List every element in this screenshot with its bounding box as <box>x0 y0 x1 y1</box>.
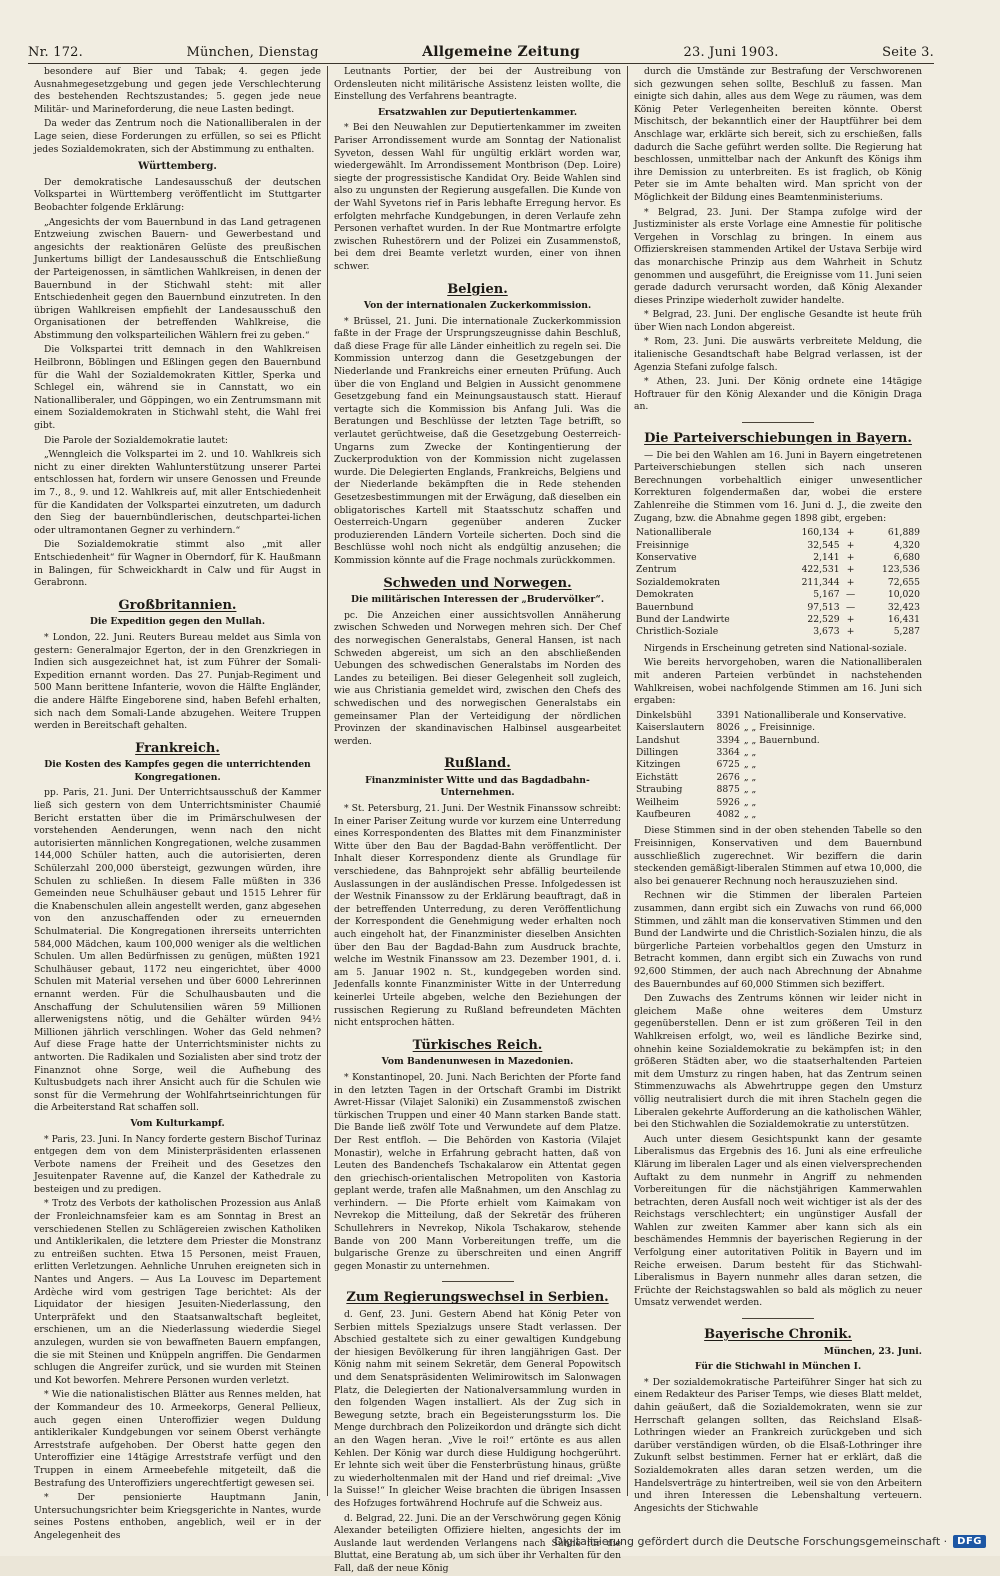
table-row <box>634 602 922 614</box>
paragraph: * Paris, 23. Juni. In Nancy forderte gestern Bischof Turinaz entgegen dem von dem Ministerpräsidenten erlassenen Verbote namens der Freiheit und des Gesetzes den Jesuitenpater Ravenne auf, die Kanzel der Kathedrale zu besteigen und zu predigen. <box>34 1133 321 1195</box>
district-votes: 3364 <box>716 747 740 759</box>
column-left <box>28 66 328 1541</box>
table-row <box>634 797 922 809</box>
vote-change: 4,320 <box>893 539 920 551</box>
place-and-day: München, Dienstag <box>186 45 319 60</box>
paragraph: d. Belgrad, 22. Juni. Die an der Verschwörung gegen König Alexander beteiligten Offiziere hielten, angesichts der im Auslande laut werdenden Verlangens nach Sühne für die Bluttat, eine Beratung ab, um sich über ihr Verhalten für den Fall, daß der neue König <box>334 1512 621 1574</box>
vote-change: 10,020 <box>887 589 920 601</box>
vote-change: 32,423 <box>887 601 920 613</box>
table-row <box>634 809 922 821</box>
header-rule <box>28 63 934 64</box>
paragraph: Auch unter diesem Gesichtspunkt kann der gesamte Liberalismus das Ergebnis des 16. Juni als eine erfreuliche Klärung im liberalen Lager und als einen vielversprechenden Auftakt zu dem nunmehr in Angriff zu nehmenden Vorbereitungen für die nächstjährigen Kammerwahlen betrachten, deren Ausfall noch weit wichtiger ist als der des Reichstags verschlechtert; ein ungünstiger Ausfall der Wahlen zur zweiten Kammer aber kann sich als ein beschämendes Hemmnis der bayerischen Regierung in der Verfolgung einer autoritativen Politik in Bayern und im Reiche erweisen. Darum besteht für das Stichwahl-Liberalismus in Bayern nunmehr alles daran setzen, die Früchte der Reichstagswahlen so bald als möglich zu neuer Umsatz verwendet werden. <box>634 1133 922 1309</box>
district-votes: 6725 <box>716 759 740 771</box>
district-name: Eichstätt <box>636 771 678 783</box>
party-name: Bund der Landwirte <box>636 614 730 626</box>
paragraph: Die Volkspartei tritt demnach in den Wahlkreisen Heilbronn, Böblingen und Eßlingen gegen den Bauernbund für die Wahl der Sozialdemokraten Kittler, Sperka und Schlegel ein, während sie in Cannstatt, wo ein Nationalliberaler, und Göppingen, wo ein Zentrumsmann mit einem Sozialdemokraten in Stichwahl steht, die Wahl frei gibt. <box>34 344 321 432</box>
subheading: Finanzminister Witte und das Bagdadbahn-Unternehmen. <box>365 774 590 799</box>
paragraph: * Belgrad, 23. Juni. Der Stampa zufolge wird der Justizminister als erste Vorlage eine Amnestie für politische Vergehen in Vorschlag zu bringen. In einem aus Offizierskreisen stammenden Artikel der Ustava Serbije wird das monarchische Prinzip aus dem Wahrheit in Schutz genommen und ausgeführt, die Ereignisse vom 11. Juni seien gerade dadurch verursacht worden, daß König Alexander dieses Prinzipe wiederholt zuwider handelte. <box>634 206 922 306</box>
change-sign: + <box>846 527 855 539</box>
dfg-logo: DFG <box>953 1535 986 1548</box>
subheading: Vom Kulturkampf. <box>130 1117 225 1129</box>
paragraph: Den Zuwachs des Zentrums können wir leider nicht in gleichem Maße ohne weiteres dem Umsturz gegenüberstellen. Denn er ist zum größeren Teil in den Wahlkreisen erfolgt, wo, weil es ländliche Bezirke sind, ohnehin keine Sozialdemokratie zu bekämpfen ist; in den größeren Städten aber, wo die staatserhaltenden Parteien mit dem Umsturz zu ringen haben, hat das Zentrum seinen Stimmenzuwachs als Abwehrtruppe gegen den Umsturz völlig neutralisiert durch die mit ihren Stacheln gegen die Liberalen gekehrte Aufforderung an die katholischen Wähler, bei den Stichwahlen die Sozialdemokratie zu unterstützen. <box>634 993 922 1131</box>
issue-number: Nr. 172. <box>28 45 83 60</box>
paragraph: * Brüssel, 21. Juni. Die internationale Zuckerkommission faßte in der Frage der Ursprungszeugnisse dahin Beschluß, daß diese Frage für alle Länder einheitlich zu regeln sei. Die Kommission unterzog dann die Gesetzgebungen der Niederlande und Frankreichs einer erneuten Prüfung. Auch über die von England und Belgien in Aussicht genommene Gesetzgebung fand ein Meinungsaustausch statt. Hierauf vertagte sich die Kommission bis Anfang Juli. Was die Beratungen und Beschlüsse der letzten Tage betrifft, so verlautet gerüchtweise, daß die Gesetzgebung Oesterreich-Ungarns zum Zwecke der Kontingentierung der Zuckerproduktion von der Kommission nicht zugelassen wurde. Die Delegierten Englands, Frankreichs, Belgiens und der Niederlande bekämpften die in Rede stehenden Gesetzesbestimmungen mit der Erwägung, daß dieselben ein obligatorisches Kartell mit Staatsschutz schaffen und Oesterreich-Ungarn gegenüber anderen Zucker produzierenden Ländern Vorteile sicherten. Doch sind die Beschlüsse wohl noch nicht als endgültig anzusehen; die Kommission könnte auf die Frage nochmals zurückkommen. <box>334 315 621 566</box>
page-footer <box>554 1535 986 1548</box>
paragraph: „Wenngleich die Volkspartei im 2. und 10. Wahlkreis sich nicht zu einer direkten Wahlunterstützung unserer Partei entschlossen hat, fordern wir unsere Genossen und Freunde im 7., 8., 9. und 12. Wahlkreis auf, mit aller Entschiedenheit für die Kandidaten der Volkspartei einzutreten, um dadurch den Sieg der bauernbündlerischen, deutschpartei-lichen oder ultramontanen Gegner zu verhindern.“ <box>34 449 321 536</box>
funding-credit: Digitalisierung gefördert durch die Deutsche Forschungsgemeinschaft · <box>554 1535 948 1548</box>
vote-change: 61,889 <box>887 527 920 539</box>
paragraph: * Wie die nationalistischen Blätter aus Rennes melden, hat der Kommandeur des 10. Armeekorps, General Pellieux, auch gegen einen Unteroffizier wegen Duldung antiklerikaler Kundgebungen vor seinem Oberst verhängte Arreststrafe aufgehoben. Der Oberst hatte gegen den Unteroffizier eine 14tägige Arreststrafe verfügt und den Truppen in einem Armeebefehle mitgeteilt, daß die Bestrafung des Unteroffiziers ungerechtfertigt gewesen sei. <box>34 1389 321 1489</box>
subheading: Vom Bandenunwesen in Mazedonien. <box>381 1056 574 1068</box>
vote-change: 5,287 <box>893 626 920 638</box>
paragraph: „Angesichts der vom Bauernbund in das Land getragenen Entzweiung zwischen Bauern- und Gewerbestand und angesichts der reaktionären Gelüste des preußischen Junkertums billigt der Landesausschuß die Entschließung der Parteigenossen, in sämtlichen Wahlkreisen, in denen der Bauernbund in der Stichwahl steht: mit aller Entschiedenheit gegen den Bauernbund einzutreten. In den übrigen Wahlkreisen empfiehlt der Landesausschuß den Organisationen der betreffenden Wahlkreise, die Abstimmung den volksparteilichen Wählern frei zu geben.“ <box>34 216 321 341</box>
paragraph: Der demokratische Landesausschuß der deutschen Volkspartei in Württemberg veröffentlicht im Stuttgarter Beobachter folgende Erklärung: <box>34 176 321 213</box>
table-row <box>634 540 922 552</box>
district-name: Landshut <box>636 734 680 746</box>
subheading: Die militärischen Interessen der „Brudervölker“. <box>350 594 605 606</box>
district-votes-table <box>634 710 922 822</box>
vote-count: 3,673 <box>813 626 840 638</box>
change-sign: + <box>846 576 855 588</box>
subheading: Von der internationalen Zuckerkommission. <box>363 300 592 312</box>
vote-count: 97,513 <box>807 601 840 613</box>
alliance-note: „ „ <box>743 809 757 821</box>
table-row <box>634 626 922 638</box>
table-row <box>634 552 922 564</box>
table-row <box>634 564 922 576</box>
party-name: Sozialdemokraten <box>636 576 721 588</box>
section-heading-serbien: Zum Regierungswechsel in Serbien. <box>346 1290 609 1306</box>
vote-change: 123,536 <box>882 564 920 576</box>
paragraph: * St. Petersburg, 21. Juni. Der Westnik Finanssow schreibt: In einer Pariser Zeitung wurde vor kurzem eine Unterredung eines Korrespondenten des Blattes mit dem Finanzminister Witte über den Bau der Bagdad-Bahn veröffentlicht. Der Inhalt dieser Korrespondenz diente als Grundlage für verschiedene, das Bahnprojekt sehr abfällig beurteilende Auslassungen in der ausländischen Presse. Infolgedessen ist der Westnik Finanssow zu der Erklärung beauftragt, daß in der betreffenden Unterredung, zu deren Veröffentlichung der Korrespondent die Genehmigung weder erhalten noch auch eingeholt hat, der Finanzminister dieselben Ansichten über den Bau der Bagdad-Bahn zum Ausdruck brachte, welche im Westnik Finanssow am 23. Dezember 1901, d. i. am 5. Januar 1902 n. St., kundgegeben worden sind. Jedenfalls konnte Finanzminister Witte in der Unterredung keinerlei Urteile abgeben, welche den Beziehungen der russischen Regierung zu Rußland befreundeten Mächten nicht entsprochen hätten. <box>334 803 621 1029</box>
alliance-note: „ „ Bauernbund. <box>743 734 820 746</box>
section-heading-frankreich: Frankreich. <box>135 740 220 756</box>
paragraph: besondere auf Bier und Tabak; 4. gegen jede Ausnahmegesetzgebung und gegen jede Verschlechterung des bestehenden Rechtszustandes; 5. gegen jede neue Militär- und Marineforderung, die neue Lasten bedingt. <box>34 66 321 115</box>
table-row <box>634 722 922 734</box>
district-votes: 3391 <box>716 709 740 721</box>
section-separator <box>742 422 814 423</box>
vote-count: 22,529 <box>807 614 840 626</box>
change-sign: + <box>846 539 855 551</box>
vote-count: 2,141 <box>813 552 840 563</box>
alliance-note: „ „ <box>743 771 757 783</box>
paragraph: Wie bereits hervorgehoben, waren die Nationalliberalen mit anderen Parteien verbündet in nachstehenden Wahlkreisen, wobei nachfolgende Stimmen am 16. Juni sich ergaben: <box>634 657 922 707</box>
district-votes: 8026 <box>716 722 740 734</box>
paragraph: d. Genf, 23. Juni. Gestern Abend hat König Peter von Serbien mittels Spezialzugs unsere Stadt verlassen. Der Abschied gestaltete sich zu einer gewaltigen Kundgebung der hiesigen Bevölkerung für ihren langjährigen Gast. Der König nahm mit seinem Sekretär, dem General Popowitsch und dem Senatspräsidenten Welimirowitsch im Salonwagen Platz, die Delegierten der Nationalversammlung wurden in den folgenden Wagen installiert. Als der Zug sich in Bewegung setzte, brach ein Begeisterungssturm los. Die Menge durchbrach den Polizeikordon und drängte sich dicht an den Wagen heran. „Vive le roi!“ ertönte es aus allen Kehlen. Der König war durch diese Huldigung hochgerührt. Er lehnte sich weit über die Fensterbrüstung hinaus, grüßte zu wiederholtenmalen mit der Hand und rief dreimal: „Vive la Suisse!“ In gleicher Weise brachten die übrigen Insassen des Hofzuges fortwährend Hochrufe auf die Schweiz aus. <box>334 1309 621 1509</box>
party-name: Christlich-Soziale <box>636 626 719 638</box>
paragraph: * Konstantinopel, 20. Juni. Nach Berichten der Pforte fand in den letzten Tagen in der Ortschaft Grambi im Distrikt Awret-Hissar (Vilajet Saloniki) ein Zusammenstoß zwischen türkischen Truppen und einer 40 Mann starken Bande statt. Die Bande ließ zwölf Tote und Verwundete auf dem Platze. Der Rest entfloh. — Die Behörden von Kastoria (Vilajet Monastir), welche in Erfahrung gebracht hatten, daß von Leuten des Bandenchefs Tschakalarow ein Attentat gegen den griechisch-orientalischen Metropoliten von Kastoria geplant werde, trafen alle Maßnahmen, um den Anschlag zu verhindern. — Die Pforte erhielt vom Kaimakam von Nevrekop die Mitteilung, daß der Sekretär des früheren Schullehrers in Nevrekop, Nikola Tschakarow, stehende Bande von 200 Mann Vorbereitungen treffe, um die bulgarische Grenze zu überschreiten und einen Angriff gegen Monastir zu unternehmen. <box>334 1071 621 1272</box>
vote-count: 211,344 <box>801 576 840 588</box>
change-sign: — <box>845 601 856 613</box>
district-votes: 3394 <box>716 734 740 746</box>
district-name: Dillingen <box>636 747 679 759</box>
paragraph: — Die bei den Wahlen am 16. Juni in Bayern eingetretenen Parteiverschiebungen stellen sich nach unseren Berechnungen vorbehaltlich einiger unwesentlicher Korrekturen folgendermaßen dar, wobei die erstere Zahlenreihe die Stimmen vom 16. Juni d. J., die zweite den Zugang, bzw. die Abnahme gegen 1898 gibt, ergeben: <box>634 449 922 524</box>
party-name: Nationalliberale <box>636 527 712 539</box>
party-votes-table <box>634 527 922 639</box>
issue-date: 23. Juni 1903. <box>683 45 779 60</box>
vote-count: 160,134 <box>801 527 840 539</box>
paragraph: * Athen, 23. Juni. Der König ordnete eine 14tägige Hoftrauer für den König Alexander und die Königin Draga an. <box>634 376 922 413</box>
party-name: Zentrum <box>636 564 677 576</box>
district-name: Straubing <box>636 784 683 796</box>
change-sign: + <box>846 552 855 563</box>
district-votes: 2676 <box>716 771 740 783</box>
paragraph: * London, 22. Juni. Reuters Bureau meldet aus Simla von gestern: Generalmajor Egerton, der in den Grenzkriegen in Indien sich ausgezeichnet hat, ist zum Führer der Somali-Expedition ernannt worden. Das 27. Punjab-Regiment und 500 Mann berittene Infanterie, wovon die Hälfte Engländer, die andere Hälfte Eingeborene sind, haben Befehl erhalten, sich nach dem Somali-Lande abzugehen. Weitere Truppen werden in Bereitschaft gehalten. <box>34 631 321 732</box>
paragraph: durch die Umstände zur Bestrafung der Verschworenen sich gezwungen sehen sollte, Beschluß zu fassen. Man einigte sich dahin, alles aus dem Wege zu räumen, was dem König Peter Verlegenheiten bereiten könnte. Oberst Mischitsch, der bekanntlich einer der Hauptführer bei dem Anschlage war, erklärte sich bereit, sich zu erschießen, falls dadurch die Sache geführt werden sollte. Die Regierung hat beschlossen, unmittelbar nach der Ankunft des Königs ihm ihre Demission zu unterbreiten. Es ist fraglich, ob König Peter sie im Amte behalten wird. Man spricht von der Möglichkeit der Bildung eines Beamtenministeriums. <box>634 66 922 203</box>
table-row <box>634 747 922 759</box>
paragraph: * Trotz des Verbots der katholischen Prozession aus Anlaß der Fronleichnamsfeier kam es am Sonntag in Brest an verschiedenen Stellen zu Schlägereien zwischen Katholiken und Antiklerikalen, die letztere dem Priester die Monstranz zu entreißen suchten. Etwa 15 Personen, meist Frauen, erlitten Verletzungen. Aehnliche Unruhen ereigneten sich in Nantes und Angers. — Aus La Louvesc im Departement Ardèche wird vom gestrigen Tage berichtet: Als der Liquidator der hiesigen Jesuiten-Niederlassung, den Unterpräfekt und den Staatsanwaltschaft begleitet, erschienen, um an die Niederlassung wiederdie Siegel anzulegen, wurden sie von bewaffneten Bauern empfangen, die sie mit Steinen und Knüppeln angriffen. Die Gendarmen schlugen die Angreifer zurück, und sie wurden mit Steinen und Kot beworfen. Mehrere Personen wurden verletzt. <box>34 1198 321 1386</box>
paragraph: Rechnen wir die Stimmen der liberalen Parteien zusammen, dann ergibt sich ein Zuwachs von rund 66,000 Stimmen, und zählt man die konservativen Stimmen und den Bund der Landwirte und die Christlich-Sozialen hinzu, die als bürgerliche Parteien vorbehaltlos gegen den Umsturz in Betracht kommen, dann ergibt sich ein Zuwachs von rund 92,600 Stimmen, der auch nach Abrechnung der Abnahme des Bauernbundes auf 60,000 Stimmen sich beziffert. <box>634 890 922 990</box>
paragraph: Nirgends in Erscheinung getreten sind National-soziale. <box>644 642 907 654</box>
district-votes: 5926 <box>716 796 740 808</box>
party-name: Konservative <box>636 552 697 563</box>
subheading: Die Kosten des Kampfes gegen die unterrichtenden Kongregationen. <box>44 759 311 783</box>
paragraph: Da weder das Zentrum noch die Nationalliberalen in der Lage seien, diese Forderungen zu erfüllen, so sei es Pflicht jedes Sozialdemokraten, sich der Abstimmung zu enthalten. <box>34 118 321 155</box>
paragraph: pc. Die Anzeichen einer aussichtsvollen Annäherung zwischen Schweden und Norwegen mehren sich. Der Chef des norwegischen Generalstabs, General Hansen, ist nach Schweden abgereist, um sich an den abschließenden Uebungen des schwedischen Generalstabs im Norden des Landes zu beteiligen. Bei dieser Gelegenheit soll zugleich, wie aus Christiania gemeldet wird, zwischen den Chefs des schwedischen und des norwegischen Generalstabs ein gemeinsamer Plan der Verteidigung der nördlichen Provinzen der skandinavischen Halbinsel ausgearbeitet werden. <box>334 609 621 747</box>
vote-count: 32,545 <box>807 539 840 551</box>
paragraph: pp. Paris, 21. Juni. Der Unterrichtsausschuß der Kammer ließ sich gestern von dem Unterrichtsminister Chaumié Bericht erstatten über die im Primärschulwesen der vorstehenden Aenderungen, wenn nach den nicht autorisierten männlichen Kongregationen, welche zusammen 144,000 Schüler hatten, auch die autorisierten, deren Schülerzahl 200,000 übersteigt, gezwungen würden, ihre Schulen zu schließen. In diesem Falle müßten in 336 Gemeinden neue Schulhäuser gebaut und 1515 Lehrer für die Knabenschulen allein angestellt werden, ganz abgesehen von den anzuschaffenden oder zu erneuernden Schulmaterial. Die Kongregationen ihrerseits unterrichten 584,000 Mädchen, kaum 100,000 weniger als die weltlichen Schulen. Um allen Bedürfnissen zu genügen, müßten 1921 Schulhäuser gebaut, 1172 neu eingerichtet, über 4000 Schulen mit Material versehen und über 6000 Lehrerinnen ernannt werden. Für die Schulhausbauten und die Anschaffung der Schulutensilien wären 59 Millionen allerwenigstens nötig, und die Gehälter würden 94½ Millionen jährlich verschlingen. Woher das Geld nehmen? Auf diese Frage hatte der Unterrichtsminister nichts zu antworten. Die Radikalen und Sozialisten aber sind trotz der Finanznot ohne Sorge, weil die Aufhebung des Kultusbudgets nach ihrer Ansicht auch für die Schulen wie sonst für die Vermehrung der Wohlfahrtseinrichtungen für die Arbeiterstand Rat schaffen soll. <box>34 787 321 1114</box>
district-votes: 4082 <box>716 809 740 821</box>
table-row <box>634 614 922 626</box>
subheading: Die Expedition gegen den Mullah. <box>89 616 266 628</box>
party-name: Freisinnige <box>636 539 689 551</box>
alliance-note: „ „ <box>743 796 757 808</box>
vote-change: 72,655 <box>887 576 920 588</box>
paragraph: * Der pensionierte Hauptmann Janin, Untersuchungsrichter beim Kriegsgerichte in Nantes, wurde seines Postens enthoben, angeblich, weil er in der Angelegenheit des <box>34 1492 321 1541</box>
vote-change: 16,431 <box>887 614 920 626</box>
section-heading-bayerische-chronik: Bayerische Chronik. <box>704 1327 852 1343</box>
vote-count: 5,167 <box>813 589 840 601</box>
district-name: Dinkelsbühl <box>636 709 692 721</box>
district-name: Kaiserslautern <box>636 722 705 734</box>
table-row <box>634 527 922 539</box>
section-heading-schweden-norwegen: Schweden und Norwegen. <box>383 575 572 591</box>
change-sign: — <box>845 589 856 601</box>
alliance-note: Nationalliberale und Konservative. <box>743 709 907 721</box>
district-name: Kitzingen <box>636 759 681 771</box>
vote-change: 6,680 <box>893 552 920 563</box>
section-heading-russland: Rußland. <box>444 756 511 772</box>
table-row <box>634 589 922 601</box>
paragraph: Diese Stimmen sind in der oben stehenden Tabelle so den Freisinnigen, Konservativen und dem Bauernbund ausschließlich zugerechnet. Wir beziffern die darin steckenden gemäßigt-liberalen Stimmen auf etwa 10,000, die also bei genauerer Rechnung noch herauszuziehen sind. <box>634 825 922 887</box>
column-middle <box>328 66 628 1574</box>
change-sign: + <box>846 626 855 638</box>
paragraph: * Der sozialdemokratische Parteiführer Singer hat sich zu einem Redakteur des Pariser Temps, wie dieses Blatt meldet, dahin geäußert, daß die Sozialdemokraten, wenn sie zur Herrschaft gelangen sollten, das Reichsland Elsaß-Lothringen wieder an Frankreich zurückgeben und sich darüber verständigen würden, ob die Elsaß-Lothringer ihre Zukunft selbst bestimmen. Ferner hat er erklärt, daß die Sozialdemokraten alles daran setzen werden, um die Handelsverträge zu hintertreiben, weil sie von den Arbeitern und ihren Interessen die Lebenshaltung verteuern. Angesichts der Stichwahle <box>634 1376 922 1514</box>
subheading: Ersatzwahlen zur Deputiertenkammer. <box>377 106 578 118</box>
dateline: München, 23. Juni. <box>823 1345 922 1357</box>
section-heading-parteiverschiebungen: Die Parteiverschiebungen in Bayern. <box>644 431 912 447</box>
change-sign: + <box>846 614 855 626</box>
alliance-note: „ „ Freisinnige. <box>743 722 816 734</box>
page-header <box>28 38 934 60</box>
section-separator <box>742 1318 814 1319</box>
paragraph: Die Parole der Sozialdemokratie lautet: <box>44 434 229 446</box>
section-heading-tuerkisches-reich: Türkisches Reich. <box>412 1037 543 1053</box>
section-separator <box>442 1281 514 1282</box>
paragraph: * Bei den Neuwahlen zur Deputiertenkammer im zweiten Pariser Arrondissement wurde am Sonntag der Nationalist Syveton, dessen Wahl für ungültig erklärt worden war, wiedergewählt. Im Arrondissement Montbrison (Dep. Loire) siegte der progressistische Kandidat Ory. Beide Wahlen sind also zu ungunsten der Regierung ausgefallen. Die Kunde von der Wahl Syvetons rief in Paris lebhafte Erregung hervor. Es erfolgten mehrfache Kundgebungen, in deren Verlaufe zehn Personen verhaftet wurden. In der Rue Montmartre erfolgte zwischen Ruhestörern und der Polizei ein Zusammenstoß, bei dem drei Beamte verletzt wurden, einer von ihnen schwer. <box>334 122 621 272</box>
table-row <box>634 710 922 722</box>
paragraph: Leutnants Portier, der bei der Austreibung von Ordensleuten nicht militärische Assistenz leisten wollte, die Einstellung des Verfahrens beantragte. <box>334 66 621 103</box>
change-sign: + <box>846 564 855 576</box>
table-row <box>634 735 922 747</box>
vote-count: 422,531 <box>801 564 840 576</box>
section-heading-wuerttemberg: Württemberg. <box>138 161 217 173</box>
table-row <box>634 772 922 784</box>
party-name: Demokraten <box>636 589 694 601</box>
alliance-note: „ „ <box>743 759 757 771</box>
paragraph: * Belgrad, 23. Juni. Der englische Gesandte ist heute früh über Wien nach London abgereist. <box>634 309 922 333</box>
subheading: Für die Stichwahl in München I. <box>694 1361 862 1373</box>
section-heading-belgien: Belgien. <box>447 281 508 297</box>
paragraph: * Rom, 23. Juni. Die auswärts verbreitete Meldung, die italienische Gesandtschaft habe Belgrad verlassen, ist der Agenzia Stefani zufolge falsch. <box>634 336 922 373</box>
district-votes: 8875 <box>716 784 740 796</box>
alliance-note: „ „ <box>743 747 757 759</box>
section-heading-grossbritannien: Großbritannien. <box>118 597 237 613</box>
district-name: Weilheim <box>636 796 680 808</box>
paragraph: Die Sozialdemokratie stimmt also „mit aller Entschiedenheit“ für Wagner in Oberndorf, für K. Haußmann in Balingen, für Schweickhardt in Calw und für Augst in Gerabronn. <box>34 539 321 589</box>
page-number: Seite 3. <box>882 45 934 60</box>
table-row <box>634 577 922 589</box>
table-row <box>634 759 922 771</box>
masthead: Allgemeine Zeitung <box>422 44 580 60</box>
column-right <box>628 66 928 1514</box>
table-row <box>634 784 922 796</box>
party-name: Bauernbund <box>636 601 694 613</box>
alliance-note: „ „ <box>743 784 757 796</box>
district-name: Kaufbeuren <box>636 809 691 821</box>
